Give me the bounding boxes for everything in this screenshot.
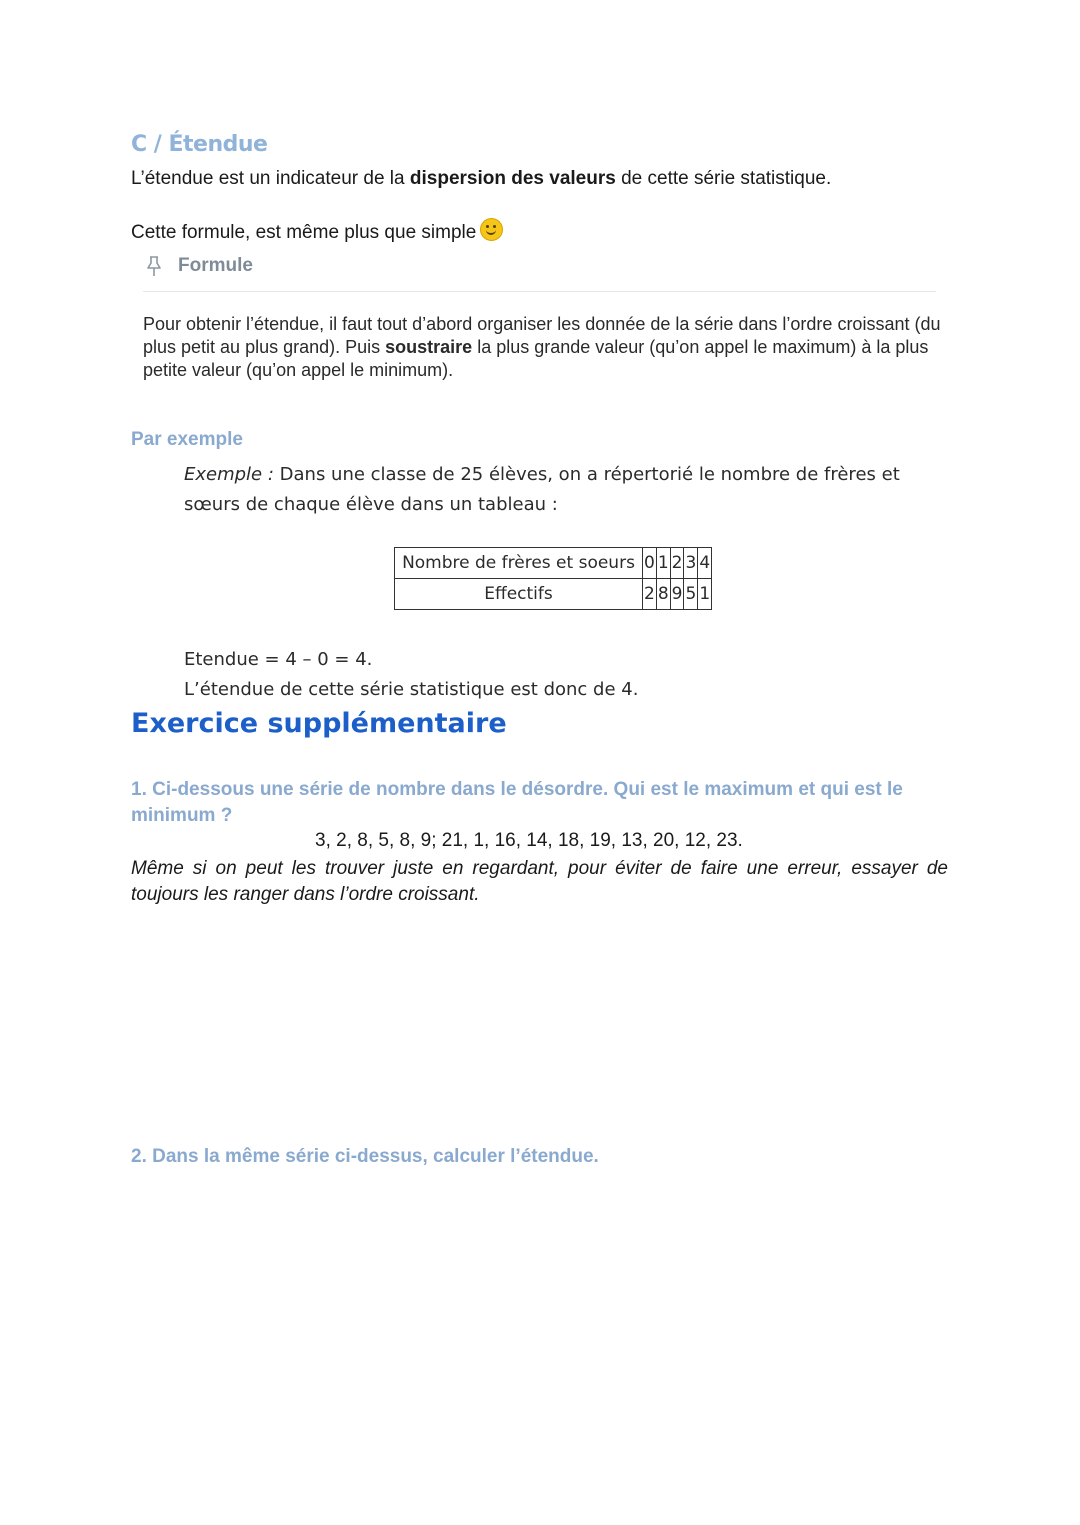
example-text	[184, 460, 944, 520]
table-row	[395, 579, 712, 610]
table-header-cell: Nombre de frères et soeurs	[395, 548, 643, 579]
table-row	[395, 548, 712, 579]
table-cell: 2	[670, 548, 684, 579]
table-cell: 1	[656, 548, 670, 579]
table-cell: 2	[643, 579, 657, 610]
intro-text-start: L’étendue est un indicateur de la	[131, 168, 410, 189]
intro-paragraph	[131, 166, 831, 192]
example-label: Exemple :	[184, 464, 274, 485]
callout-text-start: Pour obtenir l’étendue, il faut tout d’abord organiser les donnée de la série dans l’ordre croissant (du plus petit au plus grand). Puis	[143, 314, 941, 357]
calc-line: Etendue = 4 – 0 = 4.	[184, 649, 373, 670]
example-description: Dans une classe de 25 élèves, on a répertorié le nombre de frères et sœurs de chaque élève dans un tableau :	[184, 464, 900, 515]
table-cell: 9	[670, 579, 684, 610]
number-series: 3, 2, 8, 5, 8, 9; 21, 1, 16, 14, 18, 19, 13, 20, 12, 23.	[315, 830, 743, 851]
example-heading: Par exemple	[131, 429, 243, 450]
table-cell: 3	[684, 548, 698, 579]
callout-divider	[143, 291, 936, 292]
table-cell: 4	[698, 548, 712, 579]
question-2: 2. Dans la même série ci-dessus, calculer l’étendue.	[131, 1146, 599, 1167]
exercise-note: Même si on peut les trouver juste en regardant, pour éviter de faire une erreur, essayer de toujours les ranger dans l’ordre croissant.	[131, 858, 948, 905]
table-cell: 0	[643, 548, 657, 579]
callout-title: Formule	[178, 255, 253, 276]
callout-text-end: la plus grande valeur (qu’on appel le maximum) à la plus petite valeur (qu’on appel le minimum).	[143, 337, 929, 380]
smiley-icon	[480, 218, 503, 241]
callout-bold-term: soustraire	[385, 337, 473, 357]
example-calculation	[184, 645, 638, 705]
intro-bold-term: dispersion des valeurs	[409, 168, 616, 189]
frequency-table	[394, 547, 712, 610]
formula-intro	[131, 218, 503, 246]
calc-conclusion: L’étendue de cette série statistique est donc de 4.	[184, 679, 639, 700]
formula-intro-text: Cette formule, est même plus que simple	[131, 222, 477, 243]
table-cell: 5	[684, 579, 698, 610]
intro-text-end: de cette série statistique.	[615, 168, 832, 189]
callout-body	[143, 313, 943, 382]
table-header-cell: Effectifs	[395, 579, 643, 610]
exercise-heading: Exercice supplémentaire	[131, 708, 507, 739]
table-cell: 1	[698, 579, 712, 610]
pin-icon	[146, 255, 162, 277]
table-cell: 8	[656, 579, 670, 610]
section-title: C / Étendue	[131, 132, 268, 157]
question-1: 1. Ci-dessous une série de nombre dans le désordre. Qui est le maximum et qui est le minimum ?	[131, 779, 903, 826]
